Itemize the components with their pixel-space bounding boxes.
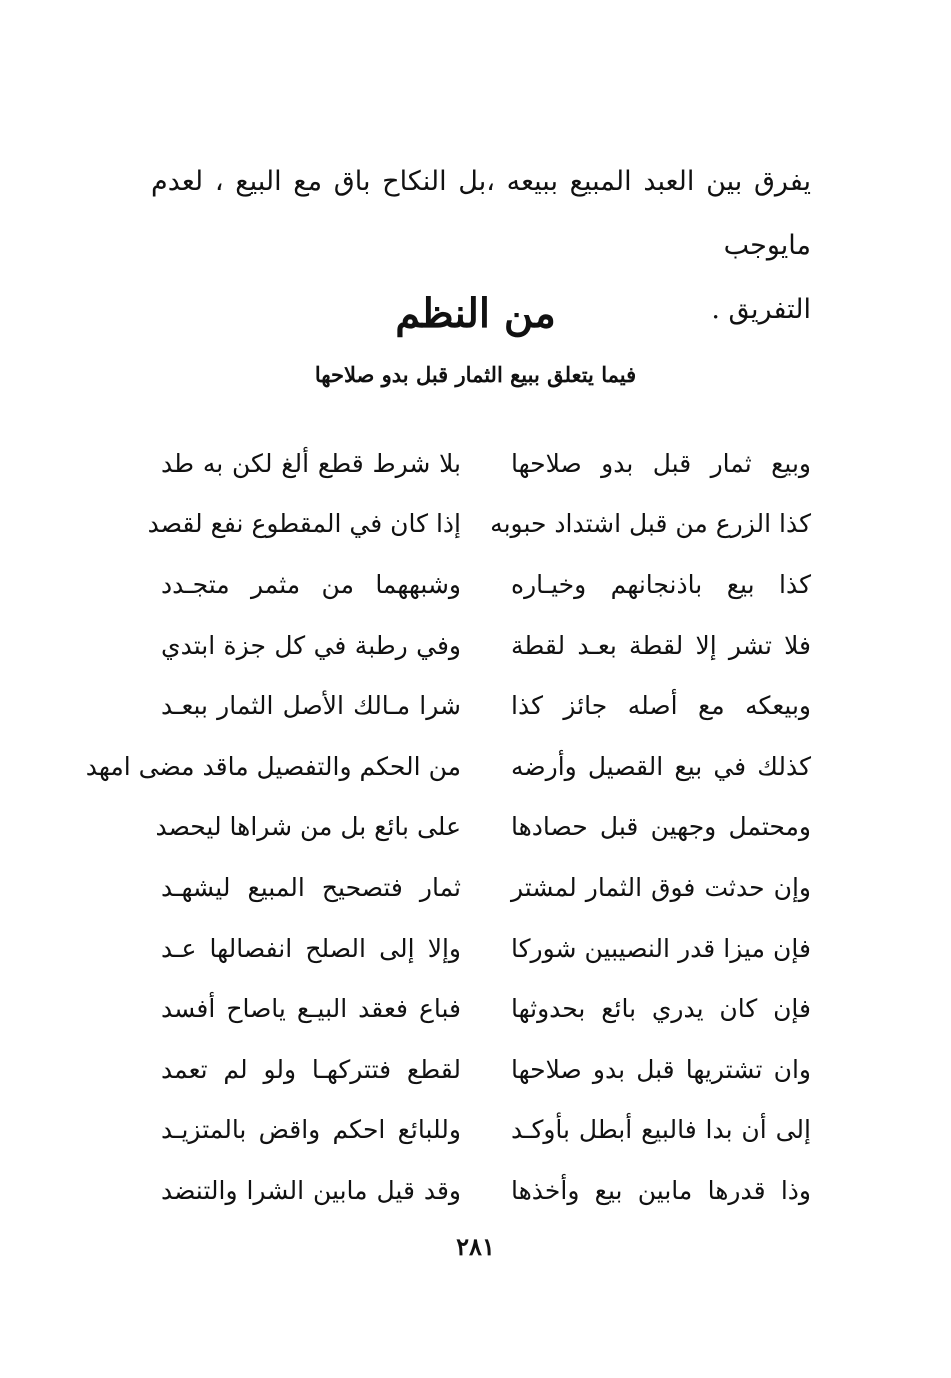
verse	[161, 675, 811, 736]
verse-second-hemistich: على بائع بل من شراها ليحصد	[155, 812, 461, 842]
verse-second-hemistich: وإلا إلى الصلح انفصالها عـد	[161, 933, 461, 963]
verse	[161, 918, 811, 979]
verse-first-hemistich: كذا الزرع من قبل اشتداد حبوبه	[490, 509, 811, 539]
section-title: من النظم	[395, 290, 556, 337]
verse-first-hemistich: فإن كان يدري بائع بحدوثها	[511, 994, 811, 1024]
prose-line: يفرق بين العبد المبيع ببيعه ،بل النكاح باق مع البيع ، لعدم مايوجب	[151, 166, 811, 261]
verse	[161, 978, 811, 1039]
verse-second-hemistich: بلا شرط قطع ألغ لكن به طد	[161, 448, 461, 478]
poem	[85, 433, 811, 1221]
verse	[155, 797, 811, 858]
verse-second-hemistich: فباع فعقد البيـع ياصاح أفسد	[161, 994, 461, 1024]
verse	[161, 1160, 811, 1221]
verse-first-hemistich: فإن ميزا قدر النصيبين شوركا	[511, 933, 811, 963]
page-number: ٢٨١	[456, 1232, 495, 1261]
verse-second-hemistich: وللبائع احكم واقض بالمتزيـد	[161, 1115, 461, 1145]
verse	[161, 433, 811, 494]
verse-first-hemistich: وذا قدرها مابين بيع وأخذها	[511, 1175, 811, 1205]
verse-first-hemistich: وان تشتريها قبل بدو صلاحها	[511, 1054, 811, 1084]
verse	[161, 615, 811, 676]
verse-first-hemistich: ومحتمل وجهين قبل حصادها	[511, 812, 811, 842]
prose-line: التفريق .	[711, 294, 811, 325]
verse-second-hemistich: وشبههما من مثمر متجـدد	[161, 569, 461, 599]
verse	[85, 736, 811, 797]
verse-first-hemistich: وإن حدثت فوق الثمار لمشتر	[511, 872, 811, 902]
verse-second-hemistich: إذا كان في المقطوع نفع لقصد	[147, 509, 461, 539]
verse	[161, 554, 811, 615]
verse-second-hemistich: لقطع فتتركهـا ولو لم تعمد	[161, 1054, 461, 1084]
verse-first-hemistich: إلى أن بدا فالبيع أبطل بأوكـد	[511, 1115, 811, 1145]
verse	[161, 1100, 811, 1161]
verse-second-hemistich: من الحكم والتفصيل ماقد مضى امهد	[85, 751, 461, 781]
verse-second-hemistich: شرا مـالك الأصل الثمار ببعـد	[161, 691, 461, 721]
verse-second-hemistich: وقد قيل مابين الشرا والتنضد	[161, 1175, 461, 1205]
verse-first-hemistich: فلا تشر إلا لقطة بعـد لقطة	[511, 630, 811, 660]
section-subtitle: فيما يتعلق ببيع الثمار قبل بدو صلاحها	[314, 362, 637, 387]
verse-first-hemistich: وبيعكه مع أصله جائز كذا	[511, 691, 811, 721]
verse	[161, 857, 811, 918]
verse	[161, 1039, 811, 1100]
verse-first-hemistich: كذلك في بيع القصيل وأرضه	[511, 751, 811, 781]
verse-second-hemistich: وفي رطبة في كل جزة ابتدي	[161, 630, 461, 660]
verse	[147, 494, 811, 555]
verse-first-hemistich: وبيع ثمار قبل بدو صلاحها	[511, 448, 811, 478]
verse-second-hemistich: ثمار فتصحيح المبيع ليشهـد	[161, 872, 461, 902]
verse-first-hemistich: كذا بيع باذنجانهم وخيـاره	[511, 569, 811, 599]
